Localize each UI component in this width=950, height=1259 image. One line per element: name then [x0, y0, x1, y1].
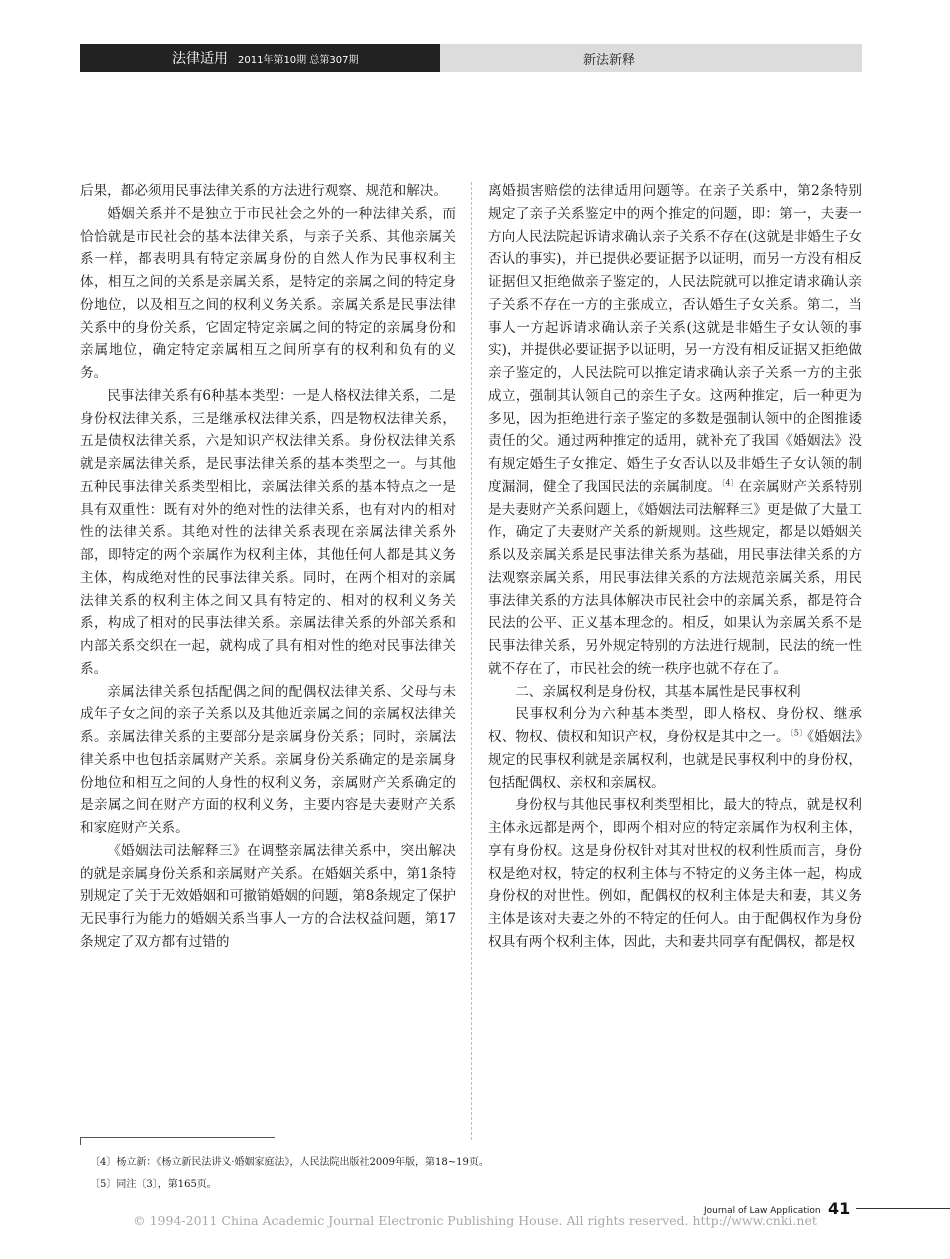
- paragraph: 婚姻关系并不是独立于市民社会之外的一种法律关系，而恰恰就是市民社会的基本法律关系，与亲子关系、其他亲属关系一样，都表明具有特定亲属身份的自然人作为民事权利主体，相互之间的关系是亲属关系，是特定的亲属之间的特定身份地位，以及相互之间的权利义务关系。亲属关系是民事法律关系中的身份关系，它固定特定亲属之间的特定的亲属身份和亲属地位，确定特定亲属相互之间所享有的权利和负有的义务。: [80, 205, 456, 381]
- paragraph: 后果，都必须用民事法律关系的方法进行观察、规范和解决。: [80, 183, 448, 199]
- issue-info: 2011年第10期 总第307期: [238, 54, 359, 66]
- column-name: 新法新释: [583, 52, 636, 68]
- footnote-rule: [80, 1137, 275, 1138]
- paragraph: 身份权与其他民事权利类型相比，最大的特点，就是权利主体永远都是两个，即两个相对应的特定亲属作为权利主体，享有身份权。这是身份权针对其对世权的权利性质而言，身份权是绝对权，特定的权利主体与不特定的义务主体一起，构成身份权的对世性。例如，配偶权的权利主体是夫和妻，其义务主体是该对夫妻之外的不特定的任何人。由于配偶权作为身份权具有两个权利主体，因此，夫和妻共同享有配偶权，都是权: [488, 797, 862, 950]
- footnote-rule-tick: [80, 1137, 81, 1145]
- section-heading: 二、亲属权利是身份权，其基本属性是民事权利: [515, 683, 801, 700]
- footnotes: [90, 1152, 790, 1196]
- footer-journal-name: Journal of Law Application: [704, 1206, 821, 1216]
- column-divider: [471, 182, 472, 1140]
- footnote-5: 〔5〕同注〔3〕，第165页。: [90, 1179, 217, 1190]
- left-column: [80, 180, 456, 1140]
- running-header-section: [440, 44, 862, 72]
- running-header-journal: [80, 44, 440, 72]
- right-column: [488, 180, 862, 1140]
- copyright-watermark: © 1994-2011 China Academic Journal Electronic Publishing House. All rights reserved. http://www.cnki.net: [133, 1213, 817, 1228]
- paragraph: 民事法律关系有6种基本类型：一是人格权法律关系，二是身份权法律关系，三是继承权法律关系，四是物权法律关系，五是债权法律关系，六是知识产权法律关系。身份权法律关系就是亲属法律关系，是民事法律关系的基本类型之一。与其他五种民事法律关系类型相比，亲属法律关系的基本特点之一是具有双重性：既有对外的绝对性的法律关系，也有对内的相对性的法律关系。其绝对性的法律关系表现在亲属法律关系外部，即特定的两个亲属作为权利主体，其他任何人都是其义务主体，构成绝对性的民事法律关系。同时，在两个相对的亲属法律关系的权利主体之间又具有特定的、相对的权利义务关系，构成了相对的民事法律关系。亲属法律关系的外部关系和内部关系交织在一起，就构成了具有相对性的绝对民事法律关系。: [80, 387, 456, 677]
- paragraph: [488, 180, 862, 681]
- paragraph: [488, 703, 862, 794]
- paragraph-text: 在亲属财产关系特别是夫妻财产关系问题上，《婚姻法司法解释三》更是做了大量工作，确定了夫妻财产关系的新规则。这些规定，都是以婚姻关系以及亲属关系是民事法律关系为基础，用民事法律关系的方法观察亲属关系，用民事法律关系的方法规范亲属关系，用民事法律关系的方法具体解决市民社会中的亲属关系，都是符合民法的公平、正义基本理念的。相反，如果认为亲属关系不是民事法律关系，另外规定特别的方法进行规制，民法的统一性就不存在了，市民社会的统一秩序也就不存在了。: [488, 478, 862, 677]
- footnote-4: 〔4〕杨立新：《杨立新民法讲义·婚姻家庭法》，人民法院出版社2009年版，第18~19页。: [90, 1157, 489, 1168]
- footnote-ref-4: 〔4〕: [721, 478, 739, 488]
- page-number: 41: [828, 1199, 851, 1218]
- paragraph-text: 《婚姻法》规定的民事权利就是亲属权利，也就是民事权利中的身份权，包括配偶权、亲权和亲属权。: [488, 729, 862, 791]
- paragraph-text: 离婚损害赔偿的法律适用问题等。在亲子关系中，第2条特别规定了亲子关系鉴定中的两个推定的问题，即：第一，夫妻一方向人民法院起诉请求确认亲子关系不存在(这就是非婚生子女否认的事实)，并已提供必要证据予以证明，而另一方没有相反证据但又拒绝做亲子鉴定的，人民法院就可以推定请求确认亲子关系不存在一方的主张成立，否认婚生子女关系。第二，当事人一方起诉请求确认亲子关系(这就是非婚生子女认领的事实)，并提供必要证据予以证明，另一方没有相反证据又拒绝做亲子鉴定的，人民法院可以推定请求确认亲子关系一方的主张成立，强制其认领自己的亲生子女。这两种推定，后一种更为多见，因为拒绝进行亲子鉴定的多数是强制认领中的企图推诿责任的父。通过两种推定的适用，就补充了我国《婚姻法》没有规定婚生子女推定、婚生子女否认以及非婚生子女认领的制度漏洞，健全了我国民法的亲属制度。: [488, 183, 862, 495]
- paragraph-text: 民事权利分为六种基本类型，即人格权、身份权、继承权、物权、债权和知识产权，身份权是其中之一。: [488, 706, 862, 745]
- paragraph: 《婚姻法司法解释三》在调整亲属法律关系中，突出解决的就是亲属身份关系和亲属财产关系。在婚姻关系中，第1条特别规定了关于无效婚姻和可撤销婚姻的问题，第8条规定了保护无民事行为能力的婚姻关系当事人一方的合法权益问题，第17条规定了双方都有过错的: [80, 842, 456, 950]
- footnote-ref-5: 〔5〕: [789, 728, 808, 738]
- footer-rule: [856, 1208, 950, 1209]
- journal-title: 法律适用: [172, 51, 228, 67]
- paragraph: 亲属法律关系包括配偶之间的配偶权法律关系、父母与未成年子女之间的亲子关系以及其他近亲属之间的亲属权法律关系。亲属法律关系的主要部分是亲属身份关系；同时，亲属法律关系中也包括亲属财产关系。亲属身份关系确定的是亲属身份地位和相互之间的人身性的权利义务，亲属财产关系确定的是亲属之间在财产方面的权利义务，主要内容是夫妻财产关系和家庭财产关系。: [80, 683, 456, 836]
